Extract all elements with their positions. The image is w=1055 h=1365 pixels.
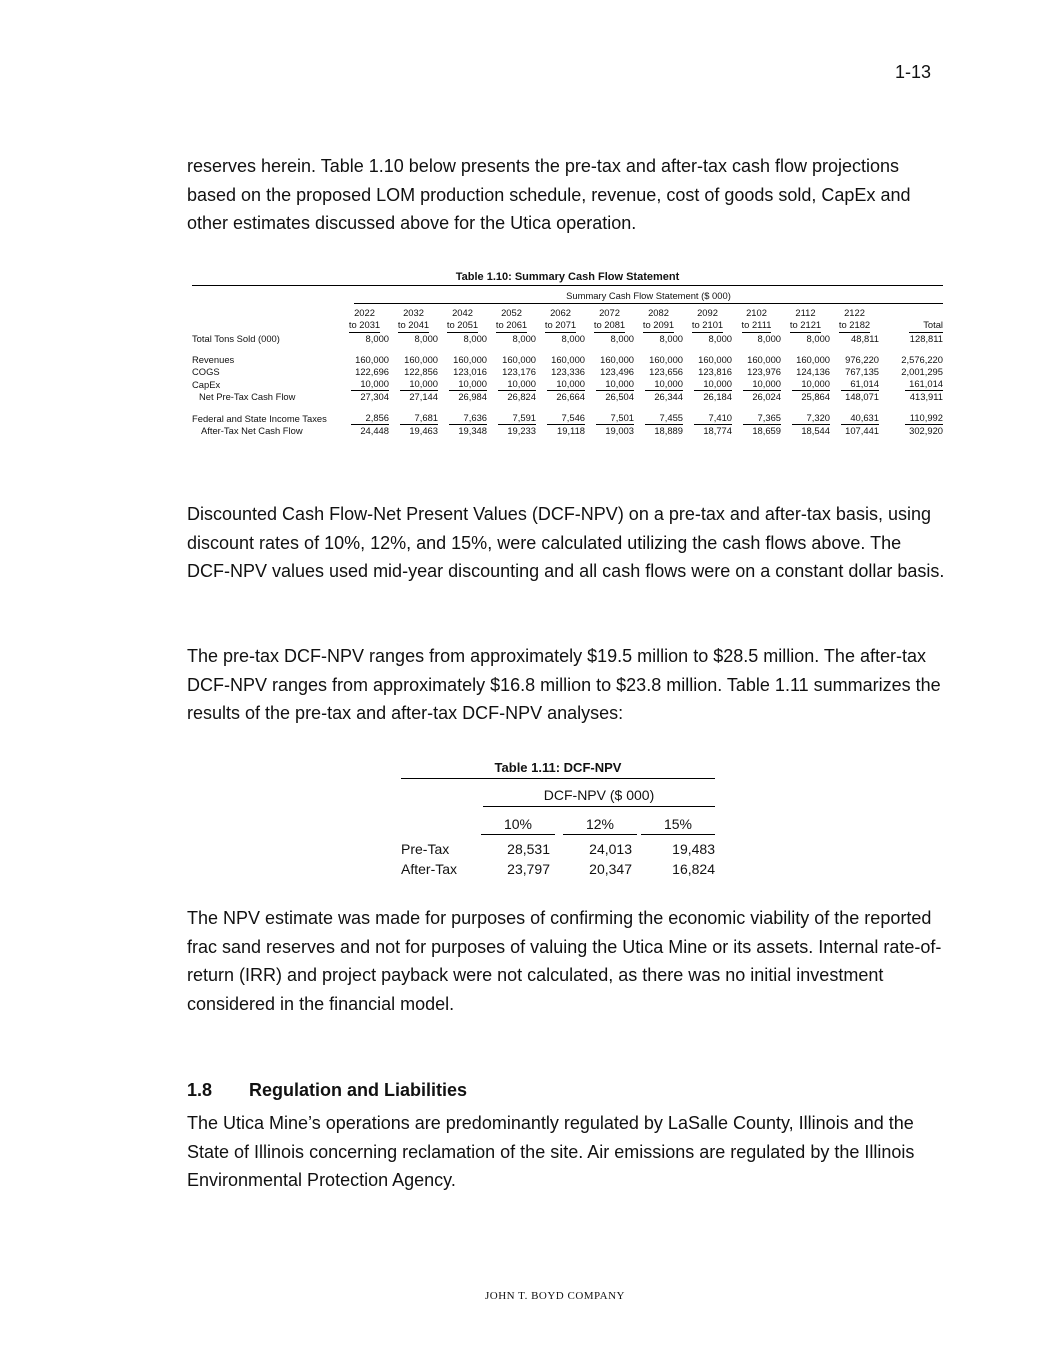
cell: 124,136 [796,366,830,377]
total-header [879,319,943,333]
cell: 26,664 [556,391,585,402]
cell: 2,576,220 [901,354,943,365]
cell: 8,000 [463,333,487,344]
cell: 19,463 [409,425,438,436]
cell: 160,000 [600,354,634,365]
row-label: After-Tax Net Cash Flow [201,425,303,436]
cell-value: 61,014 [841,378,879,391]
cell: 19,233 [507,425,536,436]
cell-value: 10,000 [351,378,389,391]
cell: 160,000 [796,354,830,365]
cell-value: 7,320 [792,412,830,425]
footer-company: JOHN T. BOYD COMPANY [485,1290,625,1302]
year-range-header [438,319,487,333]
year-range-header [340,319,389,333]
cell: 123,976 [747,366,781,377]
cell: 26,024 [752,391,781,402]
cell: 26,504 [605,391,634,402]
cell: 976,220 [845,354,879,365]
blank-cell [879,307,943,319]
year-range-label: to 2041 [398,319,429,333]
cell: 26,344 [654,391,683,402]
spacer-row [192,403,943,412]
column-headers [401,811,719,839]
year-range-label: to 2091 [643,319,674,333]
row-label: CapEx [192,378,221,390]
cell-value: 7,410 [694,412,732,425]
year-range-header [781,319,830,333]
cell-value: 7,681 [400,412,438,425]
cell [340,378,389,391]
cell: 123,176 [502,366,536,377]
cell-value: 7,591 [498,412,536,425]
table-row [192,391,943,403]
blank-cell [192,319,340,333]
cell-value: 110,992 [905,412,943,425]
column-header: 10% [481,816,555,835]
table-title: Table 1.11: DCF-NPV [401,760,715,779]
table-title: Table 1.10: Summary Cash Flow Statement [192,271,943,286]
year-header: 2092 [697,307,718,318]
year-header: 2102 [746,307,767,318]
cell [585,378,634,391]
table-row [401,859,719,879]
cell: 18,659 [752,425,781,436]
cell: 8,000 [414,333,438,344]
table-row [192,354,943,366]
year-header: 2032 [403,307,424,318]
cell-value: 10,000 [792,378,830,391]
cell: 160,000 [355,354,389,365]
cell: 302,920 [909,425,943,436]
paragraph-intro: reserves herein. Table 1.10 below presents the pre-tax and after-tax cash flow projections based on the proposed LOM production schedule, revenue, cost of goods sold, CapEx and other estimates discussed above for the Utica operation. [187,156,911,233]
cell: 767,135 [845,366,879,377]
cell: 160,000 [551,354,585,365]
cell-value: 7,501 [596,412,634,425]
cell: 8,000 [659,333,683,344]
cash-flow-table [192,271,943,437]
cell: 18,774 [703,425,732,436]
year-range-header [683,319,732,333]
table-subtitle: Summary Cash Flow Statement ($ 000) [354,286,943,304]
cell-value: 10,000 [694,378,732,391]
cell: 8,000 [757,333,781,344]
cell [487,412,536,425]
paragraph-dcf: Discounted Cash Flow-Net Present Values (DCF-NPV) on a pre-tax and after-tax basis, using discount rates of 10%, 12%, and 15%, were calculated utilizing the cash flows above. The DCF-NPV values used mid-year discounting and all cash flows were on a constant dollar basis. [187,504,945,581]
cell [879,412,943,425]
cell: 107,441 [845,425,879,436]
cell: 18,544 [801,425,830,436]
cell-value: 10,000 [547,378,585,391]
year-range-label: to 2031 [349,319,380,333]
cell: 23,797 [507,861,550,877]
cell [830,412,879,425]
cell: 28,531 [507,841,550,857]
cell: 18,889 [654,425,683,436]
cell: 8,000 [708,333,732,344]
cell: 148,071 [845,391,879,402]
cell [340,412,389,425]
cell [536,412,585,425]
year-header: 2042 [452,307,473,318]
cell: 123,016 [453,366,487,377]
cell-value: 161,014 [905,378,943,391]
year-range-header [585,319,634,333]
cell [389,412,438,425]
cell [732,378,781,391]
cell: 122,696 [355,366,389,377]
year-header: 2022 [354,307,375,318]
blank-cell [192,307,340,319]
cell: 413,911 [909,391,943,402]
cell [879,378,943,391]
year-range-header [634,319,683,333]
year-header: 2112 [795,307,816,318]
paragraph-npv-range: The pre-tax DCF-NPV ranges from approximately $19.5 million to $28.5 million. The after-tax DCF-NPV ranges from approximately $16.8 million to $23.8 million. Table 1.11 summarizes the results of the pre-tax and after-tax DCF-NPV analyses: [187,646,941,723]
spacer-cell [192,345,943,354]
cell: 26,184 [703,391,732,402]
cell: 25,864 [801,391,830,402]
year-header: 2062 [550,307,571,318]
year-range-label: to 2111 [742,319,772,333]
paragraph-regulation: The Utica Mine’s operations are predominantly regulated by LaSalle County, Illinois and the State of Illinois concerning reclamation of the site. Air emissions are regulated by the Illinois Environmental Protection Agency. [187,1113,915,1190]
paragraph-npv-note: The NPV estimate was made for purposes of confirming the economic viability of the reported frac sand reserves and not for purposes of valuing the Utica Mine or its assets. Internal rate-of-return (IRR) and project payback were not calculated, as there was no initial investment considered in the financial model. [187,908,942,1014]
cell [585,412,634,425]
cell: 123,496 [600,366,634,377]
row-label: After-Tax [401,861,458,877]
page-number: 1-13 [894,62,931,82]
cell-value: 10,000 [449,378,487,391]
cell [634,378,683,391]
cell: 20,347 [589,861,632,877]
cell: 8,000 [512,333,536,344]
year-range-header [830,319,879,333]
year-range-label: to 2071 [545,319,576,333]
cell-value: 7,365 [743,412,781,425]
cell: 19,118 [557,425,585,436]
row-label: Revenues [192,354,235,365]
year-header: 2052 [501,307,522,318]
year-range-label: to 2182 [839,319,870,333]
cell: 160,000 [649,354,683,365]
year-range-label: to 2121 [790,319,821,333]
cell: 24,448 [360,425,389,436]
table-subtitle: DCF-NPV ($ 000) [483,779,715,807]
cell: 19,483 [672,841,715,857]
table-row [192,333,943,345]
cell: 27,144 [409,391,438,402]
row-label: Pre-Tax [401,841,450,857]
year-range-header [389,319,438,333]
cell [683,412,732,425]
cell: 2,001,295 [901,366,943,377]
row-label: Total Tons Sold (000) [192,333,280,344]
cell: 160,000 [453,354,487,365]
cell-value: 10,000 [596,378,634,391]
cell [389,378,438,391]
cell: 160,000 [698,354,732,365]
dcf-npv-table [401,760,719,879]
cell [781,378,830,391]
row-label: Federal and State Income Taxes [192,412,327,424]
column-header: 15% [641,816,715,835]
cell-value: 7,546 [547,412,585,425]
table-row [192,378,943,391]
cell-value: 7,636 [449,412,487,425]
cell [683,378,732,391]
cell: 123,336 [551,366,585,377]
year-header: 2082 [648,307,669,318]
cell [732,412,781,425]
cell: 8,000 [365,333,389,344]
cell-value: 10,000 [743,378,781,391]
cell: 8,000 [610,333,634,344]
cell: 160,000 [502,354,536,365]
cell: 160,000 [747,354,781,365]
spacer-cell [192,403,943,412]
cell-value: 7,455 [645,412,683,425]
cell: 160,000 [404,354,438,365]
cell-value: 40,631 [841,412,879,425]
table-row [192,412,943,425]
cell: 8,000 [561,333,585,344]
cell: 26,984 [458,391,487,402]
cell: 48,811 [851,333,879,344]
table-row [401,839,719,859]
cell [438,378,487,391]
cell [487,378,536,391]
cell: 128,811 [909,333,943,344]
cell-value: 10,000 [498,378,536,391]
year-range-label: to 2061 [496,319,527,333]
year-range-label: to 2101 [692,319,723,333]
table-row [192,366,943,378]
cell [830,378,879,391]
column-header: 12% [563,816,637,835]
section-heading [187,1080,467,1101]
year-end-row [192,319,943,333]
cell: 27,304 [360,391,389,402]
year-start-row [192,307,943,319]
section-number: 1.8 [187,1080,213,1100]
year-range-label: to 2051 [447,319,478,333]
cell: 19,348 [458,425,487,436]
cell-value: 2,856 [351,412,389,425]
cell: 19,003 [605,425,634,436]
cell: 123,816 [698,366,732,377]
cell: 8,000 [806,333,830,344]
total-label: Total [909,319,943,333]
cell: 122,856 [404,366,438,377]
row-label: Net Pre-Tax Cash Flow [199,391,296,402]
cell: 16,824 [672,861,715,877]
cell-value: 10,000 [645,378,683,391]
cell [781,412,830,425]
section-title: Regulation and Liabilities [249,1080,468,1100]
cell [438,412,487,425]
table-row [192,425,943,437]
year-range-header [487,319,536,333]
cell-value: 10,000 [400,378,438,391]
year-range-label: to 2081 [594,319,625,333]
cell: 24,013 [589,841,632,857]
row-label: COGS [192,366,220,377]
cell [634,412,683,425]
cell: 123,656 [649,366,683,377]
cell: 26,824 [507,391,536,402]
year-range-header [536,319,585,333]
year-header: 2072 [599,307,620,318]
year-header: 2122 [844,307,865,318]
spacer-row [192,345,943,354]
cell [536,378,585,391]
year-range-header [732,319,781,333]
